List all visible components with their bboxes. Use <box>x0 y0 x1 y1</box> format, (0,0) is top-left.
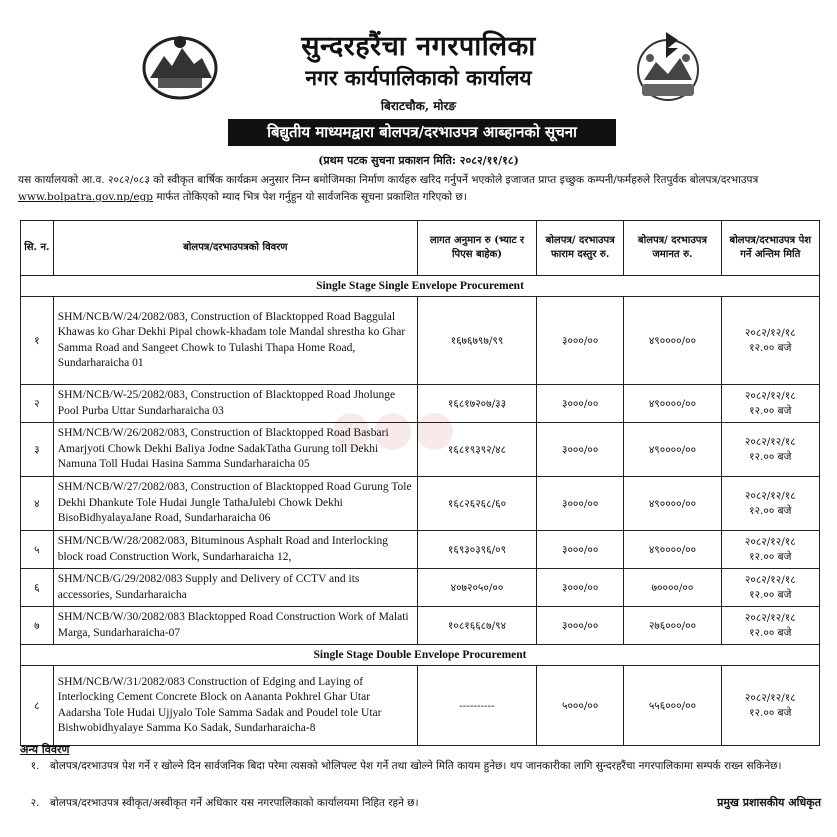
office-location: बिराटचौक, मोरङ <box>380 99 457 113</box>
cell-deadline <box>721 607 819 645</box>
note-number: २. <box>30 797 40 809</box>
publish-date: (प्रथम पटक सुचना प्रकाशन मिति: २०८२/११/१८) <box>318 154 519 167</box>
municipality-name: सुन्दरहरैंचा नगरपालिका <box>301 31 536 62</box>
cell-estimate: १६८२६२६८/६० <box>417 477 536 531</box>
cell-bid-bond: ७००००/०० <box>624 569 721 607</box>
notice-title-banner: बिद्युतीय माध्यमद्वारा बोलपत्र/दरभाउपत्र आब्हानको सूचना <box>228 119 616 146</box>
cell-form-fee: ३०००/०० <box>537 607 624 645</box>
cell-form-fee: ५०००/०० <box>537 666 624 746</box>
notice-header <box>0 0 837 167</box>
deadline-time: १२.०० बजे <box>749 404 792 417</box>
bids-table <box>20 220 820 746</box>
cell-sn: ४ <box>21 477 54 531</box>
header-sn: सि. न. <box>21 221 54 276</box>
cell-estimate: १०८१६६८७/९४ <box>417 607 536 645</box>
cell-bid-bond: ४९००००/०० <box>624 531 721 569</box>
deadline-time: १२.०० बजे <box>749 504 792 517</box>
cell-form-fee: ३०००/०० <box>537 297 624 385</box>
cell-form-fee: ३०००/०० <box>537 477 624 531</box>
intro-text-end: मार्फत तोकिएको म्याद भित्र पेश गर्नुहुन यो सार्वजनिक सूचना प्रकाशित गरिएको छ। <box>156 191 467 203</box>
cell-sn: २ <box>21 385 54 423</box>
table-row <box>21 477 820 531</box>
cell-bid-bond: ४९००००/०० <box>624 423 721 477</box>
cell-bid-bond: २७६०००/०० <box>624 607 721 645</box>
table-row <box>21 385 820 423</box>
signoff: प्रमुख प्रशासकीय अधिकृत <box>717 796 821 809</box>
deadline-date: २०८२/१२/१८ <box>744 535 796 548</box>
table-row <box>21 666 820 746</box>
cell-sn: ५ <box>21 531 54 569</box>
deadline-date: २०८२/१२/१८ <box>744 435 796 448</box>
cell-description: SHM/NCB/W/30/2082/083 Blacktopped Road Construction Work of Malati Marga, Sundarharaicha-07 <box>53 607 417 645</box>
cell-deadline <box>721 385 819 423</box>
table-row <box>21 297 820 385</box>
bolpatra-link[interactable]: www.bolpatra.gov.np/egp <box>18 191 154 203</box>
header-form-fee: बोलपत्र/ दरभाउपत्र फाराम दस्तुर रु. <box>537 221 624 276</box>
cell-sn: ७ <box>21 607 54 645</box>
deadline-time: १२.०० बजे <box>749 450 792 463</box>
cell-bid-bond: ४९००००/०० <box>624 385 721 423</box>
cell-form-fee: ३०००/०० <box>537 569 624 607</box>
note-text: बोलपत्र/दरभाउपत्र स्वीकृत/अस्वीकृत गर्ने अधिकार यस नगरपालिकाको कार्यालयमा निहित रहने छ। <box>50 797 419 809</box>
other-details-title: अन्य विवरण <box>20 743 70 756</box>
header-deadline: बोलपत्र/दरभाउपत्र पेश गर्ने अन्तिम मिति <box>721 221 819 276</box>
cell-deadline <box>721 297 819 385</box>
deadline-time: १२.०० बजे <box>749 626 792 639</box>
deadline-time: १२.०० बजे <box>749 588 792 601</box>
cell-description: SHM/NCB/W/27/2082/083, Construction of Blacktopped Road Gurung Tole Dekhi Dhankute Tole Hudai Jungle TathaJulebi Chowk Dekhi BisoBidhyalayaJane Road, Sundarharaicha 06 <box>53 477 417 531</box>
table-row <box>21 607 820 645</box>
deadline-date: २०८२/१२/१८ <box>744 326 796 339</box>
table-row <box>21 569 820 607</box>
cell-description: SHM/NCB/W/26/2082/083, Construction of Blacktopped Road Basbari Amarjyoti Chowk Dekhi Baliya Jodne SadakTatha Gurung toll Dekhi Namuna Toll Hudai Hasina Samma Sundarharaicha 05 <box>53 423 417 477</box>
header-estimate: लागत अनुमान रु (भ्याट र पिएस बाहेक) <box>417 221 536 276</box>
cell-sn: ६ <box>21 569 54 607</box>
cell-estimate: १६७६७९७/९९ <box>417 297 536 385</box>
cell-description: SHM/NCB/W/28/2082/083, Bituminous Asphalt Road and Interlocking block road Construction Work, Sundarharaicha 12, <box>53 531 417 569</box>
section-row <box>21 276 820 297</box>
deadline-date: २०८२/१२/१८ <box>744 573 796 586</box>
cell-estimate: १६८१९३९२/४८ <box>417 423 536 477</box>
note-number: १. <box>30 760 40 772</box>
header-description: बोलपत्र/दरभाउपत्रको विवरण <box>53 221 417 276</box>
cell-deadline <box>721 569 819 607</box>
note-text: बोलपत्र/दरभाउपत्र पेश गर्ने र खोल्ने दिन सार्वजनिक बिदा परेमा त्यसको भोलिपल्ट पेश गर्ने तथा खोल्ने मिति कायम हुनेछ। थप जानकारीका लागि सुन्दरहरैंचा नगरपालिकामा सम्पर्क राख्न सकिनेछ। <box>50 760 782 772</box>
deadline-time: १२.०० बजे <box>749 550 792 563</box>
table-header-row <box>21 221 820 276</box>
table-row <box>21 423 820 477</box>
cell-estimate: १६८१७२०७/३३ <box>417 385 536 423</box>
cell-deadline <box>721 666 819 746</box>
cell-description: SHM/NCB/G/29/2082/083 Supply and Delivery of CCTV and its accessories, Sundarharaicha <box>53 569 417 607</box>
section-label: Single Stage Double Envelope Procurement <box>21 645 820 666</box>
note-item <box>20 795 660 811</box>
cell-deadline <box>721 423 819 477</box>
header-bid-bond: बोलपत्र/ दरभाउपत्र जमानत रु. <box>624 221 721 276</box>
intro-text: यस कार्यालयको आ.व. २०८२/०८३ को स्वीकृत बार्षिक कार्यक्रम अनुसार निम्न बमोजिमका निर्माण कार्यहरु खरिद गर्नुपर्ने भएकोले इजाजत प्राप्त इच्छुक कम्पनी/फर्महरुले रितपुर्वक बोलपत्र/दरभाउपत्र <box>18 174 759 186</box>
cell-estimate: १६९३०३९६/०९ <box>417 531 536 569</box>
watermark: ●●● <box>330 400 456 456</box>
deadline-time: १२.०० बजे <box>749 706 792 719</box>
office-name: नगर कार्यपालिकाको कार्यालय <box>305 65 532 90</box>
cell-sn: ३ <box>21 423 54 477</box>
deadline-date: २०८२/१२/१८ <box>744 389 796 402</box>
cell-bid-bond: ४९००००/०० <box>624 477 721 531</box>
table-row <box>21 531 820 569</box>
deadline-time: १२.०० बजे <box>749 341 792 354</box>
intro-paragraph <box>18 172 826 206</box>
cell-description: SHM/NCB/W/24/2082/083, Construction of Blacktopped Road Baggulal Khawas ko Ghar Dekhi Pipal chowk-khadam tole Mandal shrestha ko Ghar Samma Road and Sangeet Chowk to Tulashi Thapa Home Road, Sundarharaicha 01 <box>53 297 417 385</box>
cell-form-fee: ३०००/०० <box>537 385 624 423</box>
cell-deadline <box>721 477 819 531</box>
note-item <box>20 758 825 774</box>
cell-description: SHM/NCB/W/31/2082/083 Construction of Edging and Laying of Interlocking Cement Concrete Block on Aananta Pokhrel Ghar Utar Aadarsha Tole Hudai Ujjyalo Tole Samma Sadak and Poudel tole Utar Bishwobidhyalaye Samma Ko Sadak, Sundarharaicha-8 <box>53 666 417 746</box>
cell-bid-bond: ५५६०००/०० <box>624 666 721 746</box>
section-label: Single Stage Single Envelope Procurement <box>21 276 820 297</box>
cell-sn: १ <box>21 297 54 385</box>
deadline-date: २०८२/१२/१८ <box>744 611 796 624</box>
section-row <box>21 645 820 666</box>
cell-description: SHM/NCB/W-25/2082/083, Construction of Blacktopped Road Jholunge Pool Purba Uttar Sundarharaicha 03 <box>53 385 417 423</box>
nepal-coat-of-arms-icon <box>630 28 706 106</box>
deadline-date: २०८२/१२/१८ <box>744 691 796 704</box>
cell-bid-bond: ४९००००/०० <box>624 297 721 385</box>
cell-sn: ८ <box>21 666 54 746</box>
cell-estimate: ४०७२०५०/०० <box>417 569 536 607</box>
cell-deadline <box>721 531 819 569</box>
deadline-date: २०८२/१२/१८ <box>744 489 796 502</box>
cell-estimate: ---------- <box>417 666 536 746</box>
cell-form-fee: ३०००/०० <box>537 423 624 477</box>
cell-form-fee: ३०००/०० <box>537 531 624 569</box>
